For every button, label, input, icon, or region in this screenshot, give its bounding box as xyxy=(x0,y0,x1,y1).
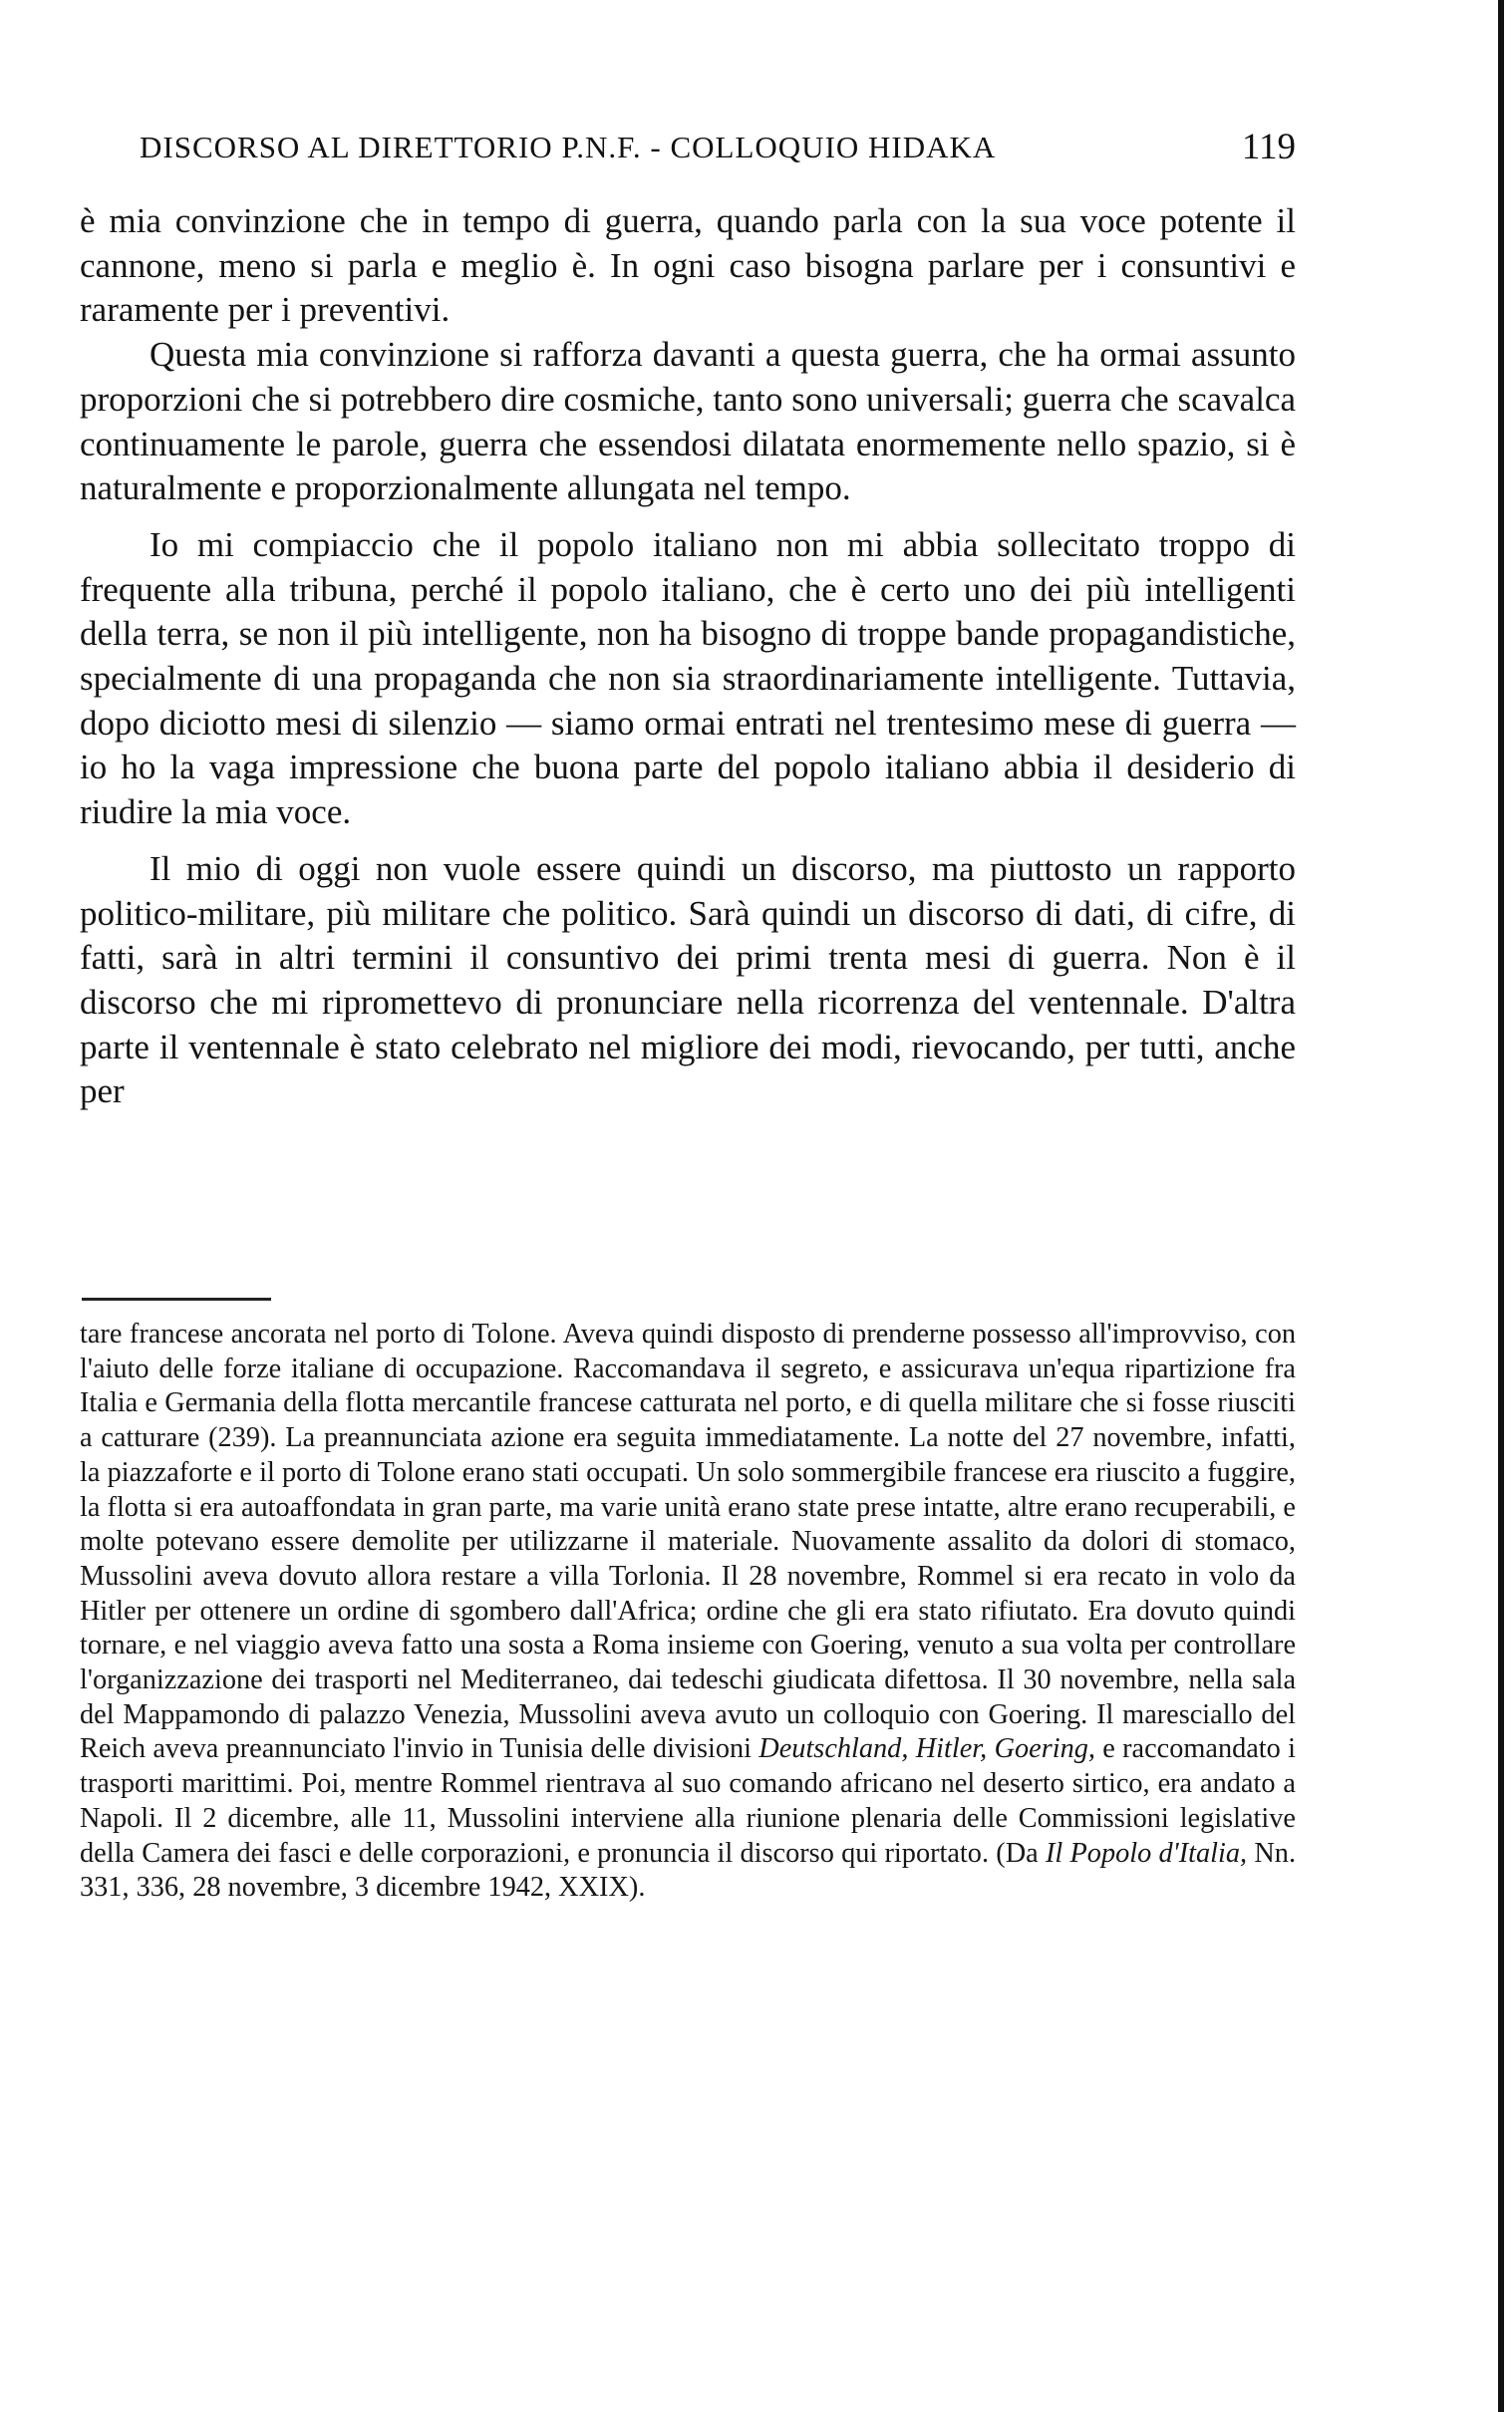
division-name: Hitler, xyxy=(915,1733,988,1765)
footnote-separator xyxy=(82,1298,271,1301)
paragraph: Il mio di oggi non vuole essere quindi un discorso, ma piuttosto un rapporto politico-militare, più militare che politico. Sarà quindi un discorso di dati, di cifre, di fatti, sarà in altri termini il consuntivo dei primi trenta mesi di guerra. Non è il discorso che mi ripromettevo di pronunciare nella ricorrenza del ventennale. D'altra parte il ventennale è stato celebrato nel migliore dei modi, rievocando, per tutti, anche per xyxy=(80,848,1296,1111)
footnote-text-a: tare francese ancorata nel porto di Tolone. Aveva quindi disposto di prenderne possesso all'improvviso, con l'aiuto delle forze italiane di occupazione. Raccomandava il segreto, e assicurava un'equa ripartizione fra Italia e Germania della flotta mercantile francese catturata nel porto, e di quella militare che si fosse riusciti a catturare (239). La preannunciata azione era seguita immediatamente. La notte del 27 novembre, infatti, la piazzaforte e il porto di Tolone erano stati occupati. Un solo sommergibile francese era riuscito a fuggire, la flotta si era autoaffondata in gran parte, ma varie unità erano state prese intatte, altre erano recuperabili, e molte potevano essere demolite per utilizzarne il materiale. Nuovamente assalito da dolori di stomaco, Mussolini aveva dovuto allora restare a villa Torlonia. Il 28 novembre, Rommel si era recato in volo da Hitler per ottenere un ordine di sgombero dall'Africa; ordine che gli era stato rifiutato. Era dovuto quindi tornare, e nel viaggio aveva fatto una sosta a Roma insieme con Goering, venuto a sua volta per controllare l'organizzazione dei trasporti nel Mediterraneo, dai tedeschi giudicata difettosa. Il 30 novembre, nella sala del Mappamondo di palazzo Venezia, Mussolini aveva avuto un colloquio con Goering. Il maresciallo del Reich aveva preannunciato l'invio in Tunisia delle divisioni xyxy=(80,1319,1296,1765)
paragraph: è mia convinzione che in tempo di guerra, quando parla con la sua voce potente il cannone, meno si parla e meglio è. In ogni caso bisogna parlare per i consuntivi e raramente per i preventivi. xyxy=(80,201,1296,330)
page-number: 119 xyxy=(1241,127,1296,167)
paragraph: Io mi compiaccio che il popolo italiano non mi abbia sollecitato troppo di frequente alla tribuna, perché il popolo italiano, che è certo uno dei più intelligenti della terra, se non il più intelligente, non ha bisogno di troppe bande propagandistiche, specialmente di una propaganda che non sia straordinariamente intelligente. Tuttavia, dopo diciotto mesi di silenzio — siamo ormai entrati nel trentesimo mese di guerra — io ho la vaga impressione che buona parte del popolo italiano abbia il desiderio di riudire la mia voce. xyxy=(80,524,1296,832)
division-name: Deutschland, xyxy=(758,1733,909,1765)
running-title: DISCORSO AL DIRETTORIO P.N.F. - COLLOQUIO HIDAKA xyxy=(140,130,997,164)
footnote-text xyxy=(80,1318,1296,1906)
newspaper-title: Il Popolo d'Italia, xyxy=(1045,1837,1248,1869)
division-name: Goering, xyxy=(994,1733,1095,1765)
main-text xyxy=(80,199,1296,1114)
paragraph: Questa mia convinzione si rafforza davanti a questa guerra, che ha ormai assunto proporzioni che si potrebbero dire cosmiche, tanto sono universali; guerra che scavalca continuamente le parole, guerra che essendosi dilatata enormemente nello spazio, si è naturalmente e proporzionalmente allungata nel tempo. xyxy=(80,335,1296,508)
running-head xyxy=(140,126,1296,173)
footnote-text-c: Nn. 331, 336, 28 novembre, 3 dicembre 1942, XXIX). xyxy=(80,1837,1297,1904)
footnote xyxy=(80,1318,1296,1906)
page-edge-shadow xyxy=(1498,0,1504,2412)
footnote-text-b: e raccomandato i trasporti marittimi. Poi, mentre Rommel rientrava al suo comando africano nel deserto sirtico, era andato a Napoli. Il 2 dicembre, alle 11, Mussolini interviene alla riunione plenaria delle Commissioni legislative della Camera dei fasci e delle corporazioni, e pronuncia il discorso qui riportato. (Da xyxy=(80,1733,1296,1869)
